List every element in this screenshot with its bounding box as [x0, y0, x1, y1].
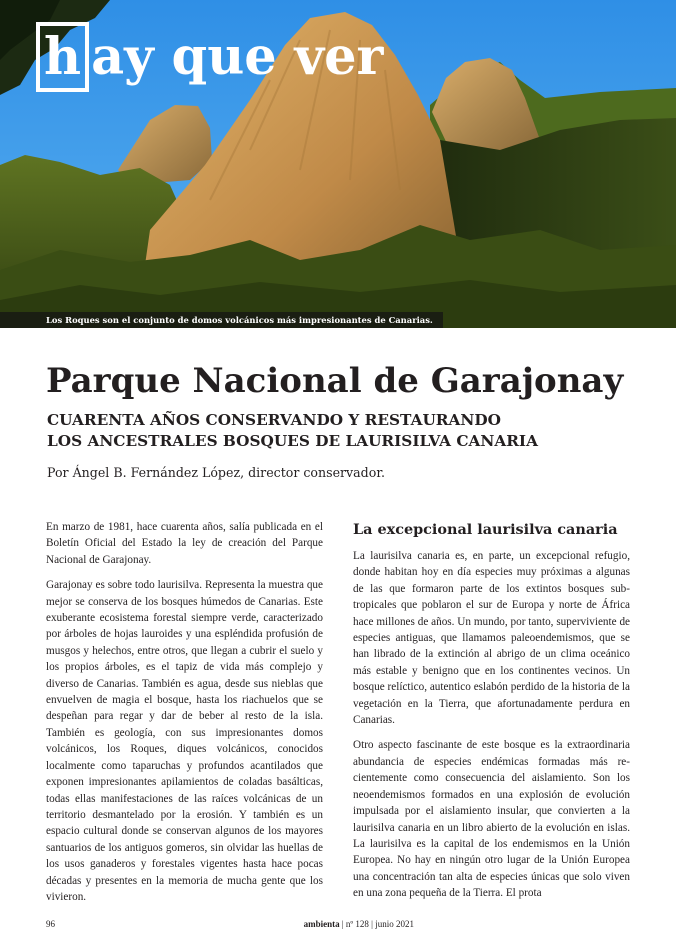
paragraph: Garajonay es sobre todo laurisilva. Representa la muestra que mejor se conserva de los bosques húmedos de Canarias. Este exuberante ecosistema forestal siempre verde, caracterizado por árboles de hojas lauroides y una espléndida profusión de musgos y helechos, entre otros, que llegan a cubrir el suelo y los propios árboles, es el tapiz de vida más complejo y diverso de Canarias. También es agua, desde sus nieblas que envuelven de magia el bosque, hasta los riachuelos que se despeñan para regar y dar de beber al resto de la isla. También es geología, con sus impresionantes domos volcánicos, los Roques, diques volcánicos, conocidos localmente como taparuchas y profundos acantilados que exponen impresionantes apilamientos de coladas basálticas, todas ellas manifestaciones de las raíces volcánicas de un territorio desmantelado por la erosión. Y también es un espacio cultural donde se conservan algunos de los mayores santuarios de los antiguos gomeros, sin olvidar las huellas de los usos ganaderos y forestales vigentes hasta hace pocas décadas y presentes en la memoria de mucha gente que los vivieron.	[46, 579, 323, 903]
folio	[304, 919, 414, 929]
section-label-initial: h	[36, 22, 89, 92]
section-label-rest: ay que ver	[91, 27, 384, 87]
section-heading: La excepcional laurisilva canaria	[353, 521, 618, 538]
subtitle-line: CUARENTA AÑOS CONSERVANDO Y RESTAURANDO	[47, 411, 501, 429]
left-column	[46, 519, 323, 914]
article-subtitle	[47, 410, 647, 452]
article-title: Parque Nacional de Garajonay	[46, 361, 624, 401]
paragraph: Otro aspecto fascinante de este bosque es la extraordinaria abundancia de especies endémicas formadas más recientemente como consecuencia del aislamiento. Son los neoendemismos formados en una explosión de evolución impulsada por el aislamiento insular, que convierten a la laurisilva canaria en un libro abierto de la evolución en islas. La laurisilva es la capital de los endemismos en la Unión Europea. No hay en ningún otro lugar de la Unión Europea una concentración tan alta de especies únicas que solo viven en una zona pequeña de la Tierra. El prota	[353, 739, 630, 900]
hero-photo	[0, 0, 676, 328]
subtitle-line: LOS ANCESTRALES BOSQUES DE LAURISILVA CANARIA	[47, 432, 538, 450]
section-label	[36, 22, 383, 92]
magazine-name: ambienta	[303, 919, 340, 929]
byline: Por Ángel B. Fernández López, director conservador.	[47, 465, 385, 480]
right-column	[353, 519, 630, 911]
paragraph: La laurisilva canaria es, en parte, un excepcional refugio, donde habitan hoy en día especies muy próximas a algunas de las que formaron parte de los extintos bosques subtropicales que poblaron el sur de Europa y norte de África hace millones de años. Un mundo, por tanto, superviviente de especies antiguas, que llamamos paleoendemismos, que se han librado de la extinción al abrigo de un clima oceánico más estable y benigno que en los continentes vecinos. Un bosque relíctico, autentico eslabón perdido de la historia de la vegetación en la Tierra, que afortunadamente perdura en Canarias.	[353, 550, 630, 727]
paragraph: En marzo de 1981, hace cuarenta años, salía publicada en el Boletín Oficial del Estado la ley de creación del Parque Nacional de Garajonay.	[46, 521, 323, 566]
page-number: 96	[46, 919, 55, 929]
photo-caption: Los Roques son el conjunto de domos volcánicos más impresionantes de Canarias.	[0, 312, 443, 328]
issue-info: | nº 128 | junio 2021	[339, 919, 414, 929]
